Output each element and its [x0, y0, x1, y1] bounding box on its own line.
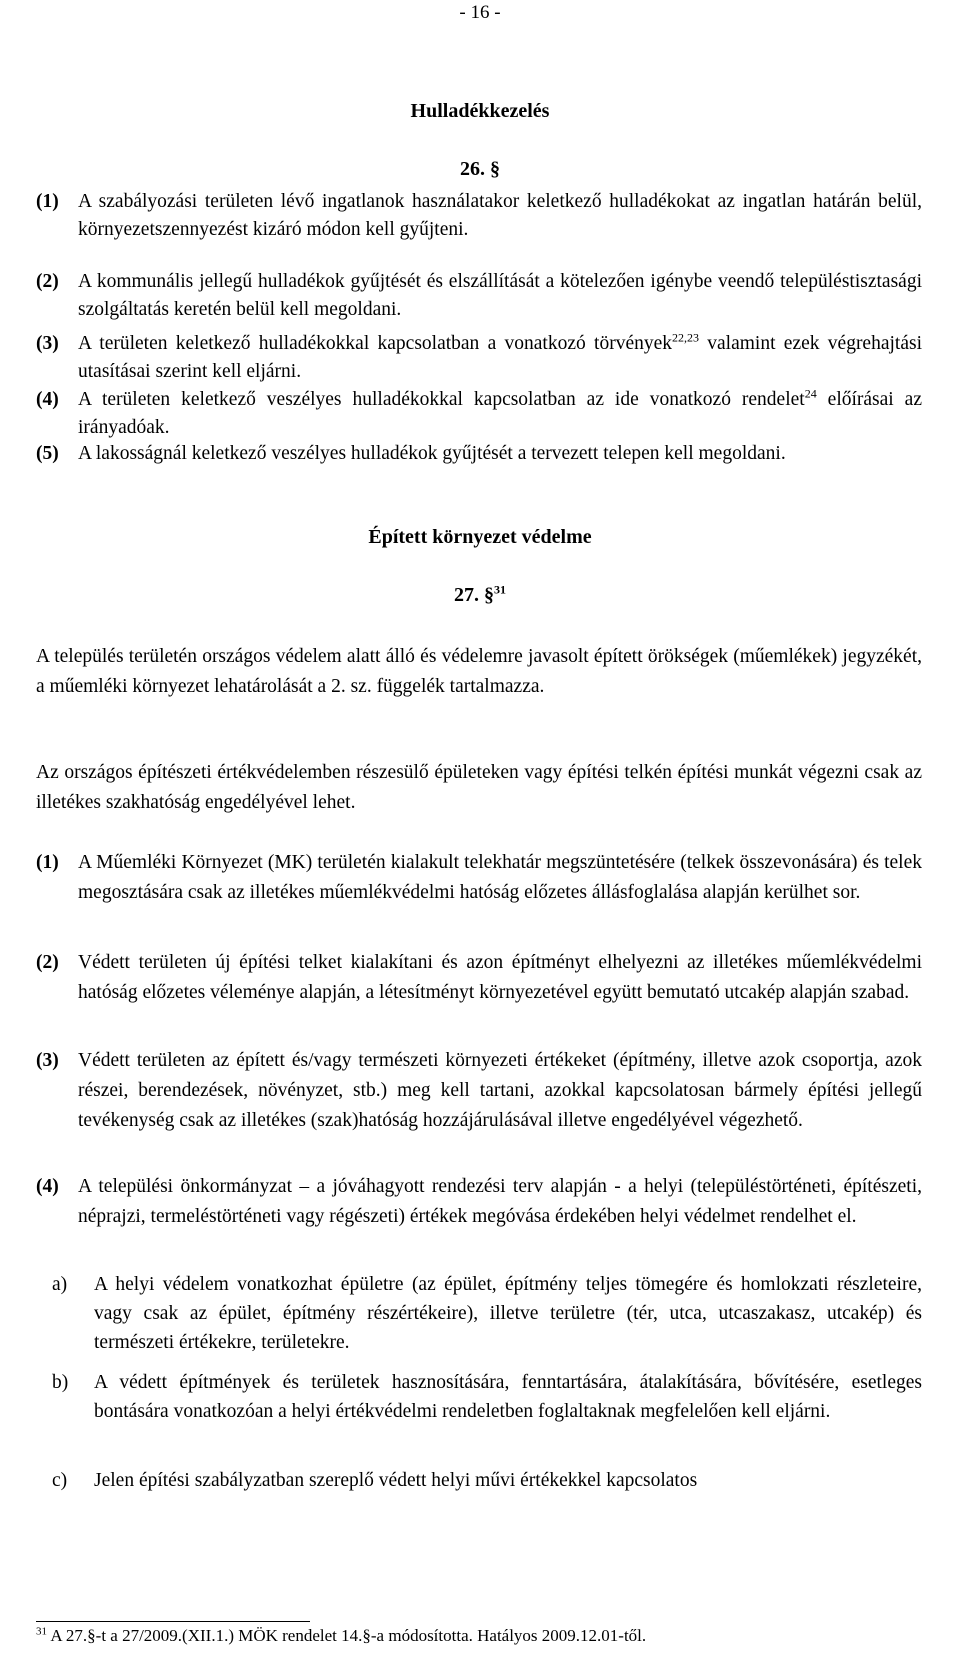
- intro-paragraph-1: A település területén országos védelem alatt álló és védelemre javasolt épített örökségek (műemlékek) jegyzékét, a műemléki környezet lehatárolását a 2. sz. függelék tartalmazza.: [36, 646, 922, 697]
- paragraph-text: Védett területen új építési telket kialakítani és azon építményt elhelyezni az illetékes műemlékvédelmi hatóság előzetes véleménye alapján, a létesítményt környezetével együtt bemutató utcakép alapján szabad.: [78, 952, 922, 1003]
- paragraph-text: A területen keletkező hulladékokkal kapcsolatban a vonatkozó törvények: [78, 333, 672, 354]
- footnote-text: A 27.§-t a 27/2009.(XII.1.) MÖK rendelet 14.§-a módosította. Hatályos 2009.12.01-től.: [50, 1626, 647, 1645]
- paragraph-26-3: [36, 330, 922, 386]
- paragraph-27-3: [36, 1046, 922, 1136]
- paragraph-label: (2): [36, 271, 59, 292]
- paragraph-27-4: [36, 1172, 922, 1232]
- list-item-label: c): [52, 1470, 68, 1491]
- paragraph-label: (5): [36, 443, 59, 464]
- paragraph-26-1: [36, 188, 922, 244]
- paragraph-label: (1): [36, 852, 59, 873]
- footnote-ref: 24: [804, 386, 817, 401]
- paragraph-26-2: [36, 268, 922, 324]
- section-title-hulladekkezeles: Hulladékkezelés: [410, 100, 550, 122]
- paragraph-label: (1): [36, 191, 59, 212]
- paragraph-label: (3): [36, 1050, 59, 1071]
- page-number: - 16 -: [459, 2, 501, 23]
- paragraph-text: Védett területen az épített és/vagy természeti környezeti értékeket (építmény, illetve azok csoportja, azok részei, berendezések, növényzet, stb.) meg kell tartani, azokkal kapcsolatosan bármely építési jellegű tevékenység csak az illetékes (szak)hatóság hozzájárulásával illetve engedélyével végezhető.: [78, 1050, 922, 1131]
- paragraph-text: A kommunális jellegű hulladékok gyűjtését és elszállítását a kötelezően igénybe veendő településtisztasági szolgáltatás keretén belül kell megoldani.: [78, 271, 922, 320]
- paragraph-27-1: [36, 848, 922, 908]
- intro-paragraph-2: Az országos építészeti értékvédelemben részesülő épületeken vagy építési telkén építési munkát végezni csak az illetékes szakhatóság engedélyével lehet.: [36, 762, 922, 813]
- list-item-text: Jelen építési szabályzatban szereplő védett helyi művi értékekkel kapcsolatos: [94, 1470, 698, 1491]
- paragraph-26-5: [36, 440, 922, 468]
- paragraph-text: A Műemléki Környezet (MK) területén kialakult telekhatár megszüntetésére (telkek összevonására) és telek megosztására csak az illetékes műemlékvédelmi hatóság előzetes állásfoglalása alapján kerülhet sor.: [78, 852, 922, 903]
- paragraph-text: A települési önkormányzat – a jóváhagyott rendezési terv alapján - a helyi (településtörténeti, építészeti, néprajzi, termeléstörténeti vagy régészeti) értékek megóvása érdekében helyi védelmet rendelhet el.: [78, 1176, 922, 1227]
- paragraph-label: (3): [36, 333, 59, 354]
- paragraph-label: (4): [36, 389, 59, 410]
- footnote-31: [36, 1624, 922, 1648]
- list-item-text: A védett építmények és területek hasznosítására, fenntartására, átalakítására, bővítésére, esetleges bontására vonatkozóan a helyi értékvédelmi rendeletben foglaltaknak megfelelően kell eljárni.: [94, 1372, 922, 1422]
- paragraph-text: A területen keletkező veszélyes hulladékokkal kapcsolatban az ide vonatkozó rendelet: [78, 389, 805, 410]
- list-item-b: [52, 1368, 922, 1426]
- list-item-label: a): [52, 1274, 68, 1295]
- footnote-ref: 22,23: [672, 330, 699, 345]
- section-number-26: 26. §: [460, 158, 500, 180]
- footnote-mark: 31: [36, 1625, 47, 1638]
- paragraph-26-4: [36, 386, 922, 442]
- paragraph-label: (2): [36, 952, 59, 973]
- paragraph-27-2: [36, 948, 922, 1008]
- footnote-rule: [36, 1621, 310, 1622]
- list-item-text: A helyi védelem vonatkozhat épületre (az épület, építmény teljes tömegére és homlokzati részleteire, vagy csak az épület, építmény részértékeire), illetve területre (tér, utca, utcaszakasz, utcakép) és természeti értékekre, területekre.: [94, 1274, 922, 1353]
- section-number-27: [0, 584, 960, 607]
- list-item-c: [52, 1466, 922, 1495]
- list-item-a: [52, 1270, 922, 1357]
- footnote-ref: 31: [494, 582, 506, 597]
- list-item-label: b): [52, 1372, 69, 1393]
- paragraph-text-cont: előírásai az irányadóak.: [78, 389, 922, 438]
- paragraph-label: (4): [36, 1176, 59, 1197]
- paragraph-text: A lakosságnál keletkező veszélyes hulladékok gyűjtését a tervezett telepen kell megoldani.: [78, 443, 786, 464]
- section-title-epitett-kornyezet: Épített környezet védelme: [368, 526, 592, 548]
- section-number-text: 27. §: [454, 584, 494, 606]
- paragraph-text-cont: valamint ezek végrehajtási utasításai szerint kell eljárni.: [78, 333, 922, 382]
- paragraph-text: A szabályozási területen lévő ingatlanok használatakor keletkező hulladékokat az ingatlan határán belül, környezetszennyezést kizáró módon kell gyűjteni.: [78, 191, 922, 240]
